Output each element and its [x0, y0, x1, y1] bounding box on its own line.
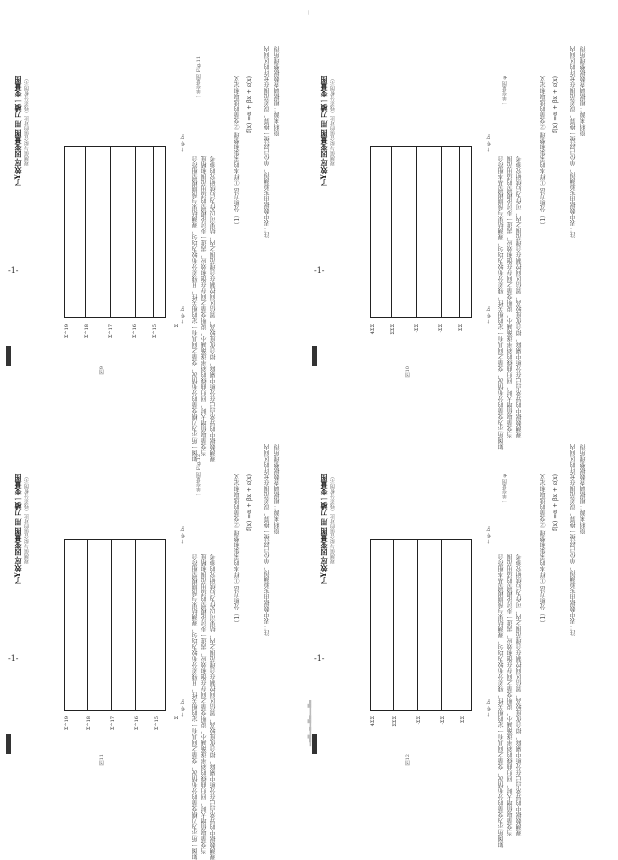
- body-line: 当变量取值增大时，回归曲线的斜率逐渐减小，说明变量之间存在饱和效应，需进一步讨论模型的适用范围: [507, 554, 514, 836]
- grid-line: [110, 147, 111, 317]
- body-line: （1）分析方法 ①样本的采集和整理 ②变量的选取和定义: [540, 474, 547, 626]
- tick-label: Σ^15: [152, 324, 158, 339]
- caption-label: 图9: [99, 366, 105, 375]
- grid-line: [391, 147, 392, 317]
- plot-note: 一单变量图 φ: [502, 474, 508, 505]
- edge-bar-mark: [312, 346, 317, 366]
- grid-line: [441, 540, 442, 710]
- panel-bottom-left: [4, 404, 304, 860]
- grid-line: [459, 147, 460, 317]
- panel-top-left: [4, 6, 304, 462]
- panel-subtitle: 观测值与拟合值的对比（残差分析图示）: [330, 474, 336, 564]
- body-line: （1）分析方法 ①样本的采集和整理 ②变量的选取和定义: [540, 76, 547, 228]
- tick-label: 4ΣΣ: [370, 716, 376, 727]
- grid-line: [111, 540, 112, 710]
- tick-label: Σ^19: [64, 324, 70, 339]
- body-line: 当变量取值增大时，回归曲线的斜率逐渐减小，说明变量之间存在饱和效应，需进一步讨论模型的适用范围: [507, 156, 514, 438]
- footer-line: 注：表中数据由实验测得，单位已经统一换算，误差范围在允许的区间内: [264, 46, 271, 238]
- page-number: -1-: [314, 266, 325, 275]
- body-line: 如图一所示为刀横变量的分布情况，变量之间具有一定的相关性，且残差分布较为均匀，观测结果与预期模型相符合: [192, 554, 199, 860]
- grid-line: [153, 147, 154, 317]
- footer-line: 注：表中数据由实验测得，单位已经统一换算，误差范围在允许的区间内: [570, 444, 577, 636]
- body-line: 如图所示为变量的分布情况，变量之间具有一定的相关性，残差分布较为均匀，观测结果与预期模型基本相符合: [498, 554, 505, 848]
- footer-line: 资料来源：根据调查数据整理所得: [580, 444, 587, 534]
- footer-line: 资料来源：根据调查数据整理所得: [274, 46, 281, 136]
- body-line: 如图一所示为刀横变量的分布情况，变量之间具有一定的相关性，且残差分布较为均匀，观测结果与预期模型相符合: [192, 156, 199, 462]
- plot-note: 一单变量图 Fig.11: [196, 56, 202, 99]
- body-line: 观测数据中的异常点已在分析中剔除，拟合优度较高，置信区间控制在合理范围之内，结果可以作为后续研究的参考: [210, 554, 217, 860]
- tick-label: Σ^18: [84, 324, 90, 339]
- tick-label: ·ΣΣ: [414, 324, 420, 333]
- axis-title-bottom: ← φ· b₁: [180, 306, 186, 324]
- edge-mark: —: [306, 10, 312, 15]
- plot-note: 一单变量图 Fig.12: [196, 454, 202, 497]
- text-noise: ▂▃▅▂▃▂▅▃▂▂▅▃: [306, 700, 312, 747]
- page-number: -1-: [8, 654, 19, 663]
- body-line: 当变量取值增大时，回归曲线的斜率逐渐减小，说明变量之间存在饱和效应，需进一步讨论模型的适用范围和精度: [201, 554, 208, 854]
- plot-area: [370, 539, 472, 711]
- body-line: 观测数据中的异常点已在分析中剔除，拟合优度较高，置信区间控制在合理范围之内，可作为后续研究参考: [516, 156, 523, 438]
- edge-bar-mark: [6, 346, 11, 366]
- tick-label: Σ^18: [86, 716, 92, 731]
- body-line: （1）分析方法 ①样本的采集和整理 ②变量的选取和定义: [234, 76, 241, 228]
- panel-subtitle: 观测值与拟合值的对比（残差分析图示）: [330, 76, 336, 166]
- grid-line: [135, 147, 136, 317]
- body-line: 观测数据中的异常点已在分析中剔除，拟合优度较高，置信区间控制在合理范围之内，结果可以作为后续研究的参考: [210, 156, 217, 462]
- body-line: 观测数据中的异常点已在分析中剔除，拟合优度较高，置信区间控制在合理范围之内，可作为后续研究参考: [516, 554, 523, 836]
- axis-title: ← φ· b₁: [486, 134, 492, 152]
- caption-label: 图12: [405, 754, 411, 766]
- plot-area: [64, 539, 166, 711]
- panel-bottom-right: [310, 404, 610, 848]
- footer-line: 资料来源：根据调查数据整理所得: [274, 444, 281, 534]
- axis-title-bottom: ← φ· b₁: [486, 306, 492, 324]
- edge-bar-mark: [6, 734, 11, 754]
- axis-title-bottom: ← φ· b₁: [180, 699, 186, 717]
- tick-label: 4ΣΣ: [370, 324, 376, 335]
- axis-title: ← φ· b₁: [180, 526, 186, 544]
- panel-top-right: [310, 6, 610, 450]
- tick-label: Σ^15: [154, 716, 160, 731]
- tick-label: Σ: [174, 716, 180, 720]
- tick-label: ·ΣΣ: [440, 716, 446, 725]
- panel-subtitle: 观测值与拟合值的对比（残差分析图示）: [24, 76, 30, 166]
- formula: f(x) =α + βx + ε(x): [246, 474, 253, 531]
- grid-line: [417, 540, 418, 710]
- panel-title: 了Y效应·因变量图 用 刀横一变量图: [319, 76, 328, 187]
- body-line: （1）分析方法 ①样本的采集和整理 ②变量的选取和定义: [234, 474, 241, 626]
- body-line: 当变量取值增大时，回归曲线的斜率逐渐减小，说明变量之间存在饱和效应，需进一步讨论模型的适用范围和精度: [201, 156, 208, 456]
- grid-line: [441, 147, 442, 317]
- axis-title-bottom: ← φ· b₁: [486, 699, 492, 717]
- tick-label: Σ^16: [134, 716, 140, 731]
- body-line: 如图所示为变量的分布情况，变量之间具有一定的相关性，残差分布较为均匀，观测结果与预期模型基本相符合: [498, 156, 505, 450]
- grid-line: [85, 147, 86, 317]
- panel-title: 了Y效应·因变量图 用 刀横一变量图: [13, 76, 22, 187]
- formula: f(x) =α + βx + ε(x): [552, 76, 559, 133]
- grid-line: [416, 147, 417, 317]
- tick-label: ·ΣΣ: [438, 324, 444, 333]
- plot-note: 一单变量图 φ: [502, 76, 508, 107]
- tick-label: ΣΣ: [458, 324, 464, 332]
- grid-line: [393, 540, 394, 710]
- tick-label: ΣΣ: [460, 716, 466, 724]
- tick-label: ΣΣΣ: [392, 716, 398, 727]
- formula: f(x) =α + βx + ε(x): [552, 474, 559, 531]
- footer-line: 注：表中数据由实验测得，单位已经统一换算，误差范围在允许的区间内: [264, 444, 271, 636]
- formula: f(x) =α + βx + ε(x): [246, 76, 253, 133]
- tick-label: Σ^17: [108, 324, 114, 339]
- tick-label: Σ^17: [110, 716, 116, 731]
- panel-subtitle: 观测值与拟合值的对比（残差分析图示）: [24, 474, 30, 564]
- caption-label: 图11: [99, 754, 105, 766]
- tick-label: ΣΣΣ: [390, 324, 396, 335]
- grid-line: [87, 540, 88, 710]
- tick-label: Σ^19: [64, 716, 70, 731]
- panel-title: 了Y效应·因变量图 用 刀横一变量图: [319, 474, 328, 585]
- footer-line: 注：表中数据由实验测得，单位已经统一换算，误差范围在允许的区间内: [570, 46, 577, 238]
- axis-title: ← φ· b₁: [180, 134, 186, 152]
- axis-title: ← φ· b₁: [486, 526, 492, 544]
- tick-label: Σ^16: [132, 324, 138, 339]
- plot-area: [370, 146, 472, 318]
- caption-label: 图10: [405, 366, 411, 378]
- page-number: -1-: [8, 266, 19, 275]
- panel-title: 了Y效应·因变量图 用 刀横一变量图: [13, 474, 22, 585]
- tick-label: ·ΣΣ: [416, 716, 422, 725]
- footer-line: 资料来源：根据调查数据整理所得: [580, 46, 587, 136]
- plot-area: [64, 146, 166, 318]
- page-number: -1-: [314, 654, 325, 663]
- grid-line: [135, 540, 136, 710]
- tick-label: Σ: [174, 324, 180, 328]
